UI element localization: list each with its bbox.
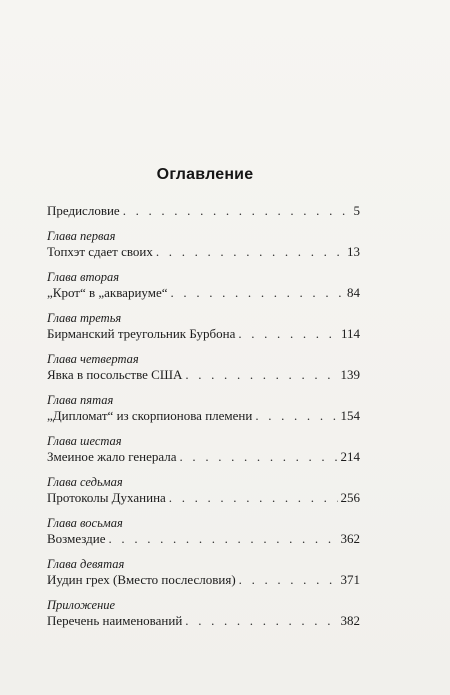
page-number: 371 [340,572,360,587]
chapter-label: Глава шестая [47,434,122,448]
page-number: 256 [340,490,360,505]
dot-leader [123,203,351,219]
page-number: 362 [340,531,360,546]
entry-title: Змеиное жало генерала [47,449,177,464]
dot-leader [185,367,337,383]
toc-entry-chapter-9 [47,557,360,588]
dot-leader [255,408,337,424]
page-number: 154 [340,408,360,423]
toc-entry-chapter-7 [47,475,360,506]
table-of-contents [47,203,360,629]
page-number: 114 [340,326,360,341]
entry-title: Явка в посольстве США [47,367,183,382]
chapter-label: Глава восьмая [47,516,123,530]
toc-entry-chapter-1 [47,229,360,260]
entry-title: Иудин грех (Вместо послесловия) [47,572,236,587]
toc-entry-chapter-8 [47,516,360,547]
toc-entry-chapter-3 [47,311,360,342]
dot-leader [238,326,338,342]
page-number: 5 [353,203,360,218]
page-number: 214 [340,449,360,464]
toc-row [47,531,360,547]
dot-leader [156,244,344,260]
page-title: Оглавление [156,166,254,183]
chapter-label: Глава вторая [47,270,120,284]
page-number: 84 [347,285,360,300]
entry-title: Перечень наименований [47,613,183,628]
toc-row [47,490,360,506]
chapter-label: Глава седьмая [47,475,123,489]
entry-title: Возмездие [47,531,106,546]
toc-row [47,203,360,219]
page-number: 13 [347,244,360,259]
dot-leader [171,285,344,301]
chapter-label: Приложение [47,598,116,612]
dot-leader [180,449,338,465]
toc-entry-preface [47,203,360,219]
toc-row [47,613,360,629]
chapter-label: Глава девятая [47,557,125,571]
entry-title: Бирманский треугольник Бурбона [47,326,236,341]
chapter-label: Глава первая [47,229,116,243]
toc-row [47,326,360,342]
toc-entry-chapter-2 [47,270,360,301]
toc-entry-chapter-4 [47,352,360,383]
chapter-label: Глава четвертая [47,352,139,366]
toc-row [47,285,360,301]
entry-title: Протоколы Духанина [47,490,166,505]
toc-row [47,449,360,465]
entry-title: Предисловие [47,203,120,218]
toc-row [47,408,360,424]
page-number: 382 [340,613,360,628]
dot-leader [169,490,338,506]
chapter-label: Глава пятая [47,393,114,407]
entry-title: „Крот“ в „аквариуме“ [47,285,168,300]
toc-entry-appendix [47,598,360,629]
toc-entry-chapter-5 [47,393,360,424]
entry-title: Топхэт сдает своих [47,244,153,259]
entry-title: „Дипломат“ из скорпионова племени [47,408,253,423]
chapter-label: Глава третья [47,311,122,325]
dot-leader [185,613,337,629]
toc-entry-chapter-6 [47,434,360,465]
dot-leader [109,531,338,547]
page-number: 139 [340,367,360,382]
dot-leader [239,572,338,588]
toc-row [47,244,360,260]
toc-row [47,572,360,588]
toc-row [47,367,360,383]
